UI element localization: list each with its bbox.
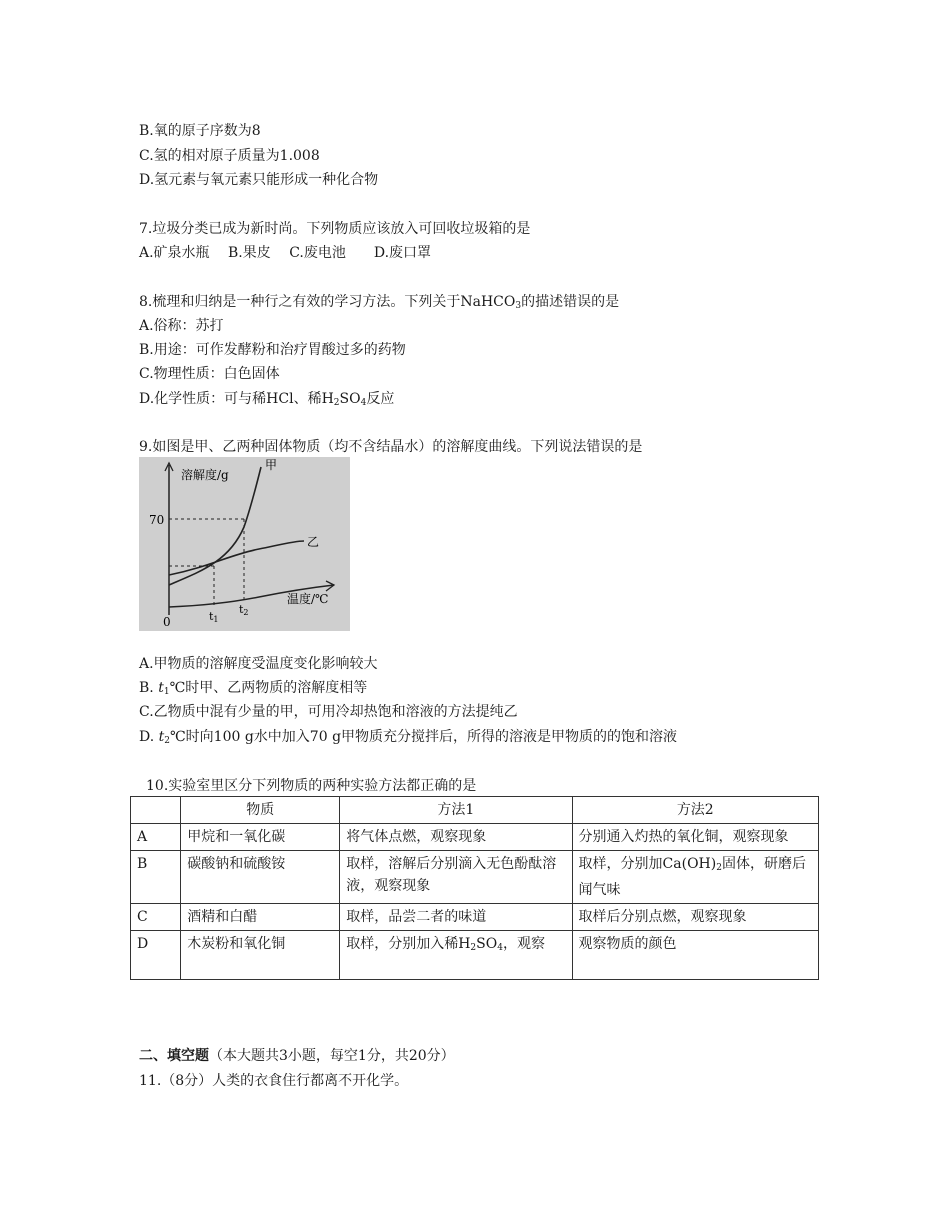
- solubility-graph: [139, 457, 350, 631]
- label-jia: 甲: [265, 458, 278, 472]
- method1-cell: 将气体点燃，观察现象: [340, 824, 572, 851]
- q9-option-d: D. $t_2℃$时向100 g水中加入70 g甲物质充分搅拌后，所得的溶液是甲物质的的饱和溶液: [139, 729, 678, 746]
- method2-cell: 取样，分别加$Ca(OH)_2$固体，研磨后闻气味: [572, 851, 818, 904]
- q8-option-a: A.俗称：苏打: [139, 318, 224, 334]
- y-tick-70: 70: [149, 513, 165, 527]
- curve-jia: [169, 467, 261, 585]
- header-cell: 物质: [181, 797, 340, 824]
- origin-label: 0: [163, 615, 171, 629]
- q6-option-d: D.氢元素与氧元素只能形成一种化合物: [139, 172, 379, 188]
- q7-stem: 7.垃圾分类已成为新时尚。下列物质应该放入可回收垃圾箱的是: [139, 221, 531, 237]
- q10-table: [130, 796, 819, 980]
- substance-cell: 碳酸钠和硫酸铵: [181, 851, 340, 904]
- x-axis-label: 温度/℃: [287, 592, 329, 606]
- q8-option-d: D.化学性质：可与稀HCl、稀$H_2SO_4$反应: [139, 391, 395, 408]
- method1-cell: 取样，溶解后分别滴入无色酚酞溶液，观察现象: [340, 851, 572, 904]
- section2-heading: [139, 1046, 455, 1066]
- table-row: [131, 824, 819, 851]
- method1-cell: 取样，分别加入稀$H_2SO_4$，观察: [340, 931, 572, 980]
- y-axis-label: 溶解度/g: [181, 468, 229, 482]
- header-cell: 方法1: [340, 797, 572, 824]
- header-cell: 方法2: [572, 797, 818, 824]
- q8-option-b: B.用途：可作发酵粉和治疗胃酸过多的药物: [139, 342, 406, 358]
- label-yi: 乙: [307, 535, 320, 549]
- section2-title: 二、填空题: [139, 1048, 209, 1064]
- substance-cell: 酒精和白醋: [181, 904, 340, 931]
- row-label: C: [131, 904, 181, 931]
- t2-label: t2: [239, 603, 249, 617]
- q9-option-a: A.甲物质的溶解度受温度变化影响较大: [139, 656, 378, 672]
- q10-stem: 10.实验室里区分下列物质的两种实验方法都正确的是: [146, 778, 477, 794]
- method2-cell: 观察物质的颜色: [572, 931, 818, 980]
- method2-cell: 分别通入灼热的氧化铜，观察现象: [572, 824, 818, 851]
- header-cell: [131, 797, 181, 824]
- curve-yi: [169, 541, 304, 575]
- q9-option-c: C.乙物质中混有少量的甲，可用冷却热饱和溶液的方法提纯乙: [139, 704, 518, 720]
- table-row: [131, 931, 819, 980]
- table-header-row: [131, 797, 819, 824]
- table-row: [131, 904, 819, 931]
- method1-cell: 取样，品尝二者的味道: [340, 904, 572, 931]
- q11-stem: 11.（8分）人类的衣食住行都离不开化学。: [139, 1073, 409, 1089]
- q7-options: A.矿泉水瓶 B.果皮 C.废电池 D.废口罩: [139, 245, 432, 261]
- q6-option-c: C.氢的相对原子质量为1.008: [139, 148, 320, 164]
- table-row: [131, 851, 819, 904]
- row-label: B: [131, 851, 181, 904]
- row-label: A: [131, 824, 181, 851]
- method2-cell: 取样后分别点燃，观察现象: [572, 904, 818, 931]
- q8-stem: 8.梳理和归纳是一种行之有效的学习方法。下列关于NaHCO$_3$的描述错误的是: [139, 294, 620, 311]
- substance-cell: 甲烷和一氧化碳: [181, 824, 340, 851]
- section2-note: （本大题共3小题，每空1分，共20分）: [209, 1048, 455, 1064]
- q6-option-b: B.氧的原子序数为8: [139, 123, 261, 139]
- q9-option-b: B. $t_1℃$时甲、乙两物质的溶解度相等: [139, 680, 368, 697]
- row-label: D: [131, 931, 181, 980]
- t1-label: t1: [209, 610, 219, 624]
- substance-cell: 木炭粉和氧化铜: [181, 931, 340, 980]
- q9-stem: 9.如图是甲、乙两种固体物质（均不含结晶水）的溶解度曲线。下列说法错误的是: [139, 439, 643, 455]
- q8-option-c: C.物理性质：白色固体: [139, 366, 280, 382]
